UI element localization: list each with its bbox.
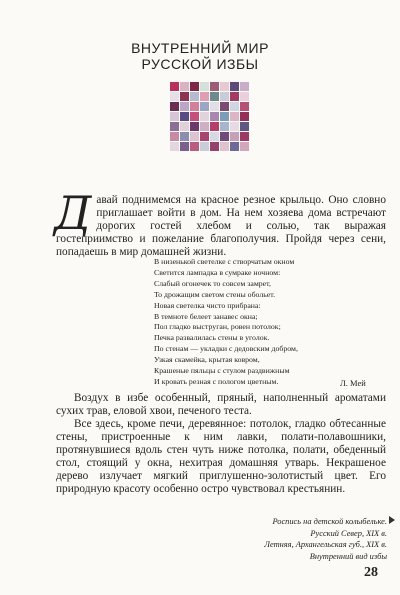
quilt-tile [190, 102, 199, 111]
quilt-tile [240, 112, 249, 121]
quilt-tile [200, 122, 209, 131]
quilt-tile [180, 132, 189, 141]
quilt-tile [240, 142, 249, 151]
quilt-tile [170, 142, 179, 151]
quilt-tile [230, 132, 239, 141]
poem-line: Печка развалилась стены в уголок. [154, 333, 270, 343]
quilt-tile [180, 112, 189, 121]
caption-line: Летняя, Архангельская губ., XIX в. [264, 540, 387, 549]
illustration-captions [210, 516, 387, 562]
quilt-tile [180, 122, 189, 131]
quilt-tile [200, 112, 209, 121]
quilt-tile [190, 142, 199, 151]
quilt-tile [240, 132, 249, 141]
poem [154, 257, 394, 388]
quilt-tile [230, 92, 239, 101]
quilt-tile [170, 132, 179, 141]
poem-line: Узкая скамейка, крытая ковром, [154, 355, 260, 365]
quilt-tile [210, 142, 219, 151]
quilt-tile [200, 82, 209, 91]
quilt-tile [230, 102, 239, 111]
quilt-tile [220, 112, 229, 121]
poem-line: По стенам — укладки с дедовским добром, [154, 344, 298, 354]
quilt-tile [240, 82, 249, 91]
quilt-tile [230, 142, 239, 151]
quilt-tile [190, 122, 199, 131]
title-line-2: РУССКОЙ ИЗБЫ [141, 56, 259, 72]
page-title [0, 40, 400, 72]
poem-line: Новая светелка чисто прибрана: [154, 300, 261, 310]
quilt-tile [180, 102, 189, 111]
quilt-tile [200, 92, 209, 101]
quilt-tile [170, 122, 179, 131]
quilt-tile [210, 132, 219, 141]
quilt-tile [190, 132, 199, 141]
poem-line: В низенькой светелке с створчатым окном [154, 257, 295, 266]
quilt-tile [220, 122, 229, 131]
quilt-tile [210, 122, 219, 131]
poem-author: Л. Мей [340, 378, 366, 388]
quilt-tile [210, 112, 219, 121]
patchwork-ornament [170, 82, 249, 151]
quilt-tile [190, 92, 199, 101]
quilt-tile [180, 142, 189, 151]
quilt-tile [240, 122, 249, 131]
intro-paragraph [54, 186, 386, 259]
body-paragraph: Все здесь, кроме печи, деревянное: потолок, гладко обтесанные стены, пристроенные к ним лавки, полати-полавошники, протянувшиеся вдоль стен чуть ниже потолка, полати, обеденный стол, стоящий у окна, нехитрая домашняя утварь. Некрашеное дерево излучает мягкий приглушенно-золотистый цвет. Его природную красоту особенно остро чувствовал крестьянин. [56, 418, 386, 495]
quilt-tile [210, 102, 219, 111]
quilt-tile [220, 92, 229, 101]
quilt-tile [230, 82, 239, 91]
quilt-tile [190, 82, 199, 91]
quilt-tile [220, 142, 229, 151]
quilt-tile [240, 92, 249, 101]
poem-line: Пол гладко выструган, ровен потолок; [154, 322, 281, 332]
quilt-tile [210, 82, 219, 91]
poem-line: Крашеные пяльцы с стулом раздвижным [154, 366, 290, 376]
quilt-tile [220, 102, 229, 111]
quilt-tile [220, 132, 229, 141]
caption-line: Русский Север, XIX в. [310, 528, 387, 538]
quilt-tile [230, 122, 239, 131]
quilt-tile [170, 102, 179, 111]
poem-line: Светится лампадка в сумраке ночном: [154, 267, 281, 277]
poem-line: То дрожащим светом стены обольет. [154, 289, 276, 299]
triangle-pointer-icon [389, 516, 395, 524]
quilt-tile [190, 112, 199, 121]
quilt-tile [200, 102, 209, 111]
quilt-tile [180, 92, 189, 101]
quilt-tile [170, 92, 179, 101]
quilt-tile [240, 102, 249, 111]
body-text [56, 392, 386, 496]
quilt-tile [170, 82, 179, 91]
intro-text: авай поднимемся на красное резное крыльцо. Оно словно приглашает войти в дом. На нем хозяева дома встречают дорогих гостей хлебом и солью, так выражая гостеприимство и пожелание благополучия. Пройдя через сени, попадаешь в мир домашней жизни. [56, 194, 386, 258]
poem-line: И кровать резная с пологом цветным. [154, 376, 279, 386]
quilt-tile [230, 112, 239, 121]
drop-cap: Д [54, 186, 92, 240]
quilt-tile [170, 112, 179, 121]
title-line-1: ВНУТРЕННИЙ МИР [131, 40, 269, 56]
caption-line: Роспись на детской колыбельке. [272, 517, 387, 526]
poem-line: Слабый огонечек то совсем замрет, [154, 278, 271, 288]
quilt-tile [200, 132, 209, 141]
page-number: 28 [364, 565, 378, 580]
quilt-tile [210, 92, 219, 101]
quilt-tile [200, 142, 209, 151]
caption-line: Внутренний вид избы [309, 551, 387, 561]
poem-line: В темноте белеет занавес окна; [154, 311, 258, 321]
quilt-tile [180, 82, 189, 91]
quilt-tile [220, 82, 229, 91]
body-paragraph: Воздух в избе особенный, пряный, наполненный ароматами сухих трав, еловой хвои, печеного теста. [56, 392, 386, 417]
